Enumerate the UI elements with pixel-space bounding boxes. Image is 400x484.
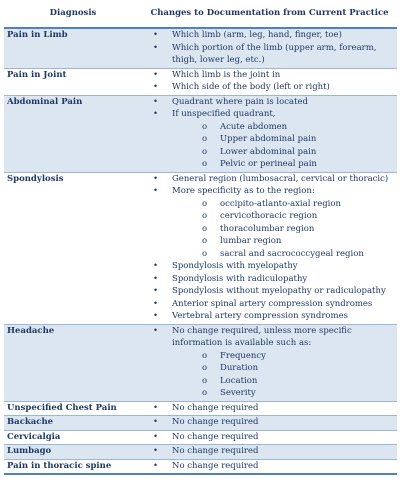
sub-list-item [172,210,395,223]
bullet-marker: • [153,417,159,427]
sub-bullet-text: Upper abdominal pain [220,134,317,144]
list-item [144,29,395,42]
sub-bullet-text: sacral and sacrococcygeal region [220,248,364,259]
sub-bullet-text: Lower abdominal pain [220,146,317,157]
diagnosis-cell: Abdominal Pain [4,95,142,172]
table-row [4,172,397,324]
bullet-text: Spondylosis with radiculopathy [172,273,308,284]
table-row [4,324,397,401]
list-item [144,185,395,260]
sub-bullet-marker: o [202,375,208,386]
sub-bullet-marker: o [202,121,208,132]
bullet-text: Spondylosis with myelopathy [172,261,298,271]
bullet-marker: • [153,96,159,107]
sub-bullet-marker: o [202,223,208,234]
table-row [4,430,397,445]
changes-cell [142,95,397,172]
list-item [144,310,395,323]
bullet-marker: • [153,446,159,456]
list-item [144,81,395,94]
list-item [144,42,395,67]
bullet-marker: • [153,109,159,119]
bullet-text: If unspecified quadrant, [172,109,276,119]
bullet-text: No change required [172,431,259,442]
sub-list-item [172,235,395,248]
sub-bullet-text: Duration [220,363,259,373]
diagnosis-cell: Headache [4,324,142,401]
bullet-text: Anterior spinal artery compression syndromes [172,298,373,309]
sub-bullet-marker: o [202,211,208,221]
list-item [144,402,395,415]
bullet-text: No change required [172,446,259,456]
changes-cell [142,430,397,445]
header-changes: Changes to Documentation from Current Practice [142,1,397,28]
sub-list-item [172,387,395,400]
bullet-marker: • [153,173,159,184]
sub-bullet-marker: o [202,350,208,361]
sub-bullet-marker: o [202,146,208,157]
changes-cell [142,172,397,324]
bullet-list [144,325,395,400]
bullet-marker: • [153,298,159,309]
sub-bullet-marker: o [202,388,208,398]
sub-bullet-marker: o [202,159,208,169]
diagnosis-cell: Spondylosis [4,172,142,324]
list-item [144,173,395,186]
table-row [4,68,397,95]
changes-cell [142,28,397,68]
diagnosis-cell: Lumbago [4,445,142,460]
sub-bullet-text: cervicothoracic region [220,211,318,221]
bullet-marker: • [153,325,159,336]
bullet-list [144,416,395,429]
sub-bullet-list [172,350,395,400]
list-item [144,416,395,429]
diagnosis-cell: Pain in thoracic spine [4,459,142,474]
sub-list-item [172,350,395,363]
bullet-text: Vertebral artery compression syndromes [172,311,348,321]
sub-bullet-marker: o [202,363,208,373]
sub-bullet-text: thoracolumbar region [220,223,315,234]
bullet-marker: • [153,186,159,196]
bullet-list [144,445,395,458]
bullet-text: Which limb is the joint in [172,69,281,80]
sub-bullet-text: Location [220,375,258,386]
list-item [144,108,395,171]
table-row [4,445,397,460]
changes-cell [142,324,397,401]
sub-bullet-marker: o [202,134,208,144]
changes-cell [142,68,397,95]
sub-list-item [172,121,395,134]
table-row [4,459,397,474]
list-item [144,460,395,473]
list-item [144,298,395,311]
sub-bullet-marker: o [202,198,208,209]
diagnosis-cell: Pain in Joint [4,68,142,95]
bullet-text: No change required [172,402,259,413]
bullet-text: Which limb (arm, leg, hand, finger, toe) [172,30,342,40]
table-row [4,95,397,172]
bullet-marker: • [153,402,159,413]
bullet-marker: • [153,273,159,284]
bullet-text: Quadrant where pain is located [172,96,308,107]
header-row [4,1,397,28]
bullet-marker: • [153,42,159,53]
sub-list-item [172,146,395,159]
changes-cell [142,401,397,416]
bullet-text: Which side of the body (left or right) [172,82,330,92]
list-item [144,260,395,273]
sub-bullet-text: lumbar region [220,236,282,246]
diagnosis-cell: Pain in Limb [4,28,142,68]
bullet-list [144,69,395,94]
bullet-text: Which portion of the limb (upper arm, forearm, thigh, lower leg, etc.) [172,42,377,65]
bullet-marker: • [153,311,159,321]
table-row [4,401,397,416]
list-item [144,325,395,400]
sub-list-item [172,362,395,375]
diagnosis-cell: Unspecified Chest Pain [4,401,142,416]
bullet-text: No change required [172,460,259,471]
bullet-text: More specificity as to the region: [172,186,315,196]
changes-cell [142,459,397,474]
bullet-list [144,29,395,67]
sub-bullet-marker: o [202,236,208,246]
list-item [144,69,395,82]
diagnosis-cell: Backache [4,416,142,431]
sub-list-item [172,375,395,388]
sub-list-item [172,133,395,146]
bullet-list [144,460,395,473]
sub-list-item [172,198,395,211]
list-item [144,273,395,286]
list-item [144,431,395,444]
sub-list-item [172,223,395,236]
bullet-marker: • [153,286,159,296]
bullet-marker: • [153,69,159,80]
table-row [4,28,397,68]
diagnosis-cell: Cervicalgia [4,430,142,445]
sub-bullet-text: Frequency [220,350,266,361]
list-item [144,96,395,109]
sub-bullet-list [172,121,395,171]
changes-cell [142,445,397,460]
sub-bullet-text: occipito-atlanto-axial region [220,198,341,209]
bullet-list [144,173,395,323]
sub-bullet-text: Pelvic or perineal pain [220,159,317,169]
bullet-text: Spondylosis without myelopathy or radiculopathy [172,286,386,296]
documentation-changes-table [4,1,397,475]
header-diagnosis: Diagnosis [4,1,142,28]
bullet-marker: • [153,261,159,271]
list-item [144,445,395,458]
bullet-text: General region (lumbosacral, cervical or thoracic) [172,173,389,184]
sub-bullet-text: Severity [220,388,256,398]
table-row [4,416,397,431]
changes-cell [142,416,397,431]
bullet-list [144,431,395,444]
sub-bullet-text: Acute abdomen [220,121,288,132]
bullet-marker: • [153,431,159,442]
bullet-marker: • [153,30,159,40]
bullet-marker: • [153,460,159,471]
sub-list-item [172,248,395,261]
sub-bullet-list [172,198,395,261]
bullet-text: No change required [172,417,259,427]
bullet-list [144,96,395,171]
list-item [144,285,395,298]
bullet-text: No change required, unless more specific information is available such as: [172,325,352,348]
bullet-list [144,402,395,415]
sub-bullet-marker: o [202,248,208,259]
bullet-marker: • [153,82,159,92]
sub-list-item [172,158,395,171]
